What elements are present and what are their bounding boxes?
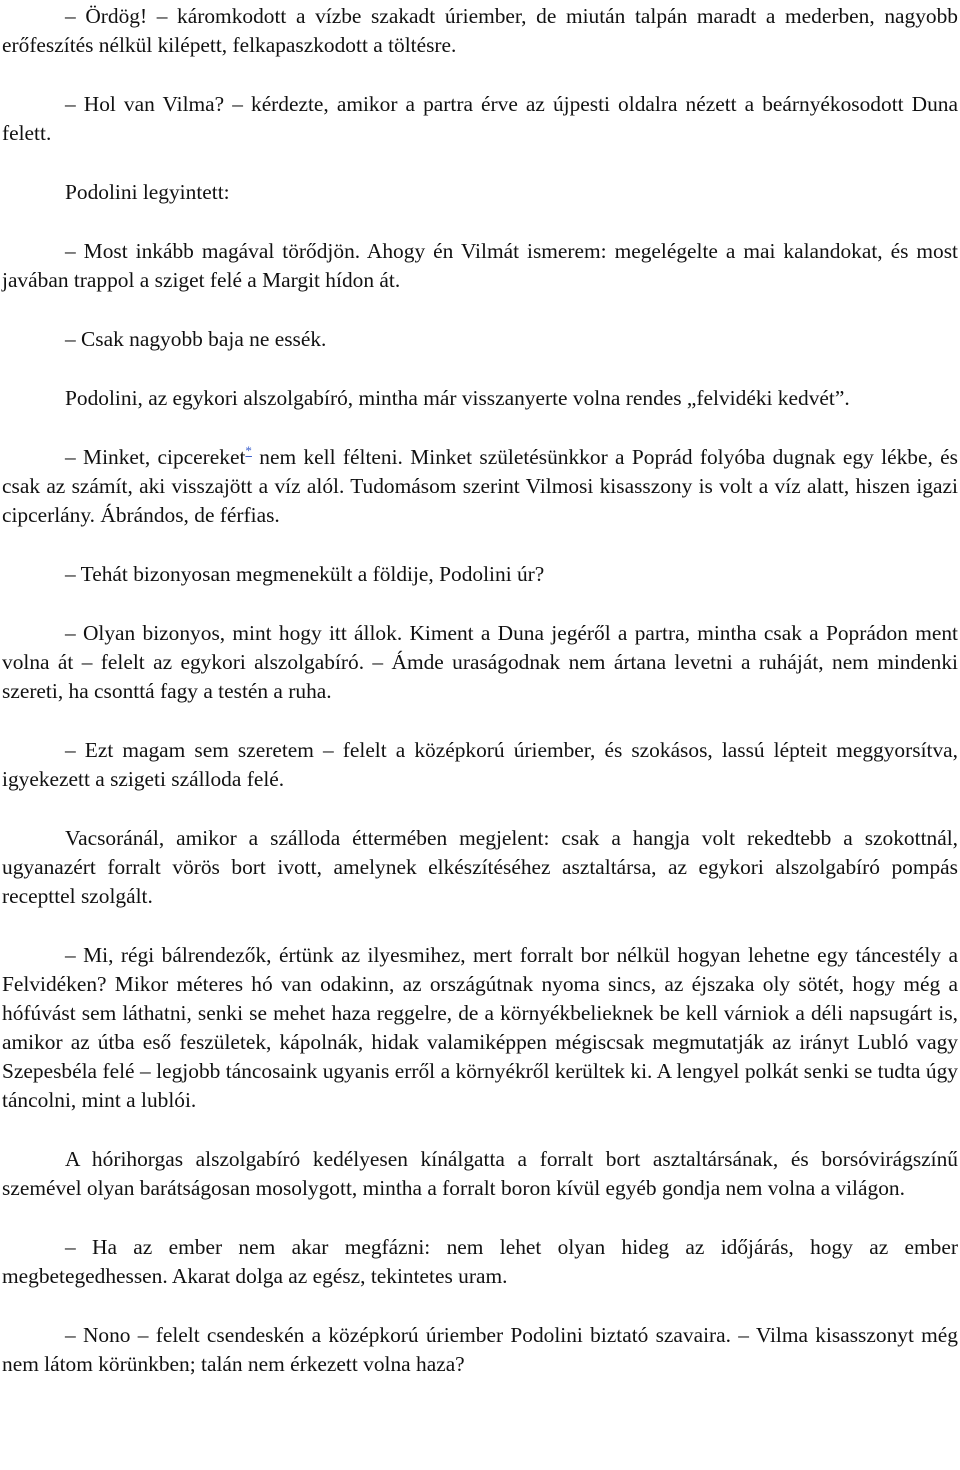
paragraph-14: – Ha az ember nem akar megfázni: nem lehet olyan hideg az időjárás, hogy az ember megbetegedhessen. Akarat dolga az egész, tekintetes uram.: [2, 1235, 958, 1288]
paragraph-12: – Mi, régi bálrendezők, értünk az ilyesmihez, mert forralt bor nélkül hogyan lehetne egy táncestély a Felvidéken? Mikor méteres hó van odakinn, az országútnak nyoma sincs, az éjszaka oly sötét, hogy még a hófúvást sem láthatni, senki se mehet haza reggelre, de a környékbelieknek be kell várniok a déli napsugárt is, amikor az útba eső feszületek, kápolnák, hidak valamiképpen mégiscsak megmutatják az irányt Lubló vagy Szepesbéla felé – legjobb táncosaink ugyanis erről a környékről kerültek ki. A lengyel polkát senki se tudta úgy táncolni, mint a lublói.: [2, 943, 958, 1112]
paragraph-11: Vacsoránál, amikor a szálloda éttermében megjelent: csak a hangja volt rekedtebb a szokottnál, ugyanazért forralt vörös bort ivott, amelynek elkészítéséhez asztaltársa, az egykori alszolgabíró pompás recepttel szolgált.: [2, 826, 958, 908]
paragraph-4: – Most inkább magával törődjön. Ahogy én Vilmát ismerem: megelégelte a mai kalandokat, és most javában trappol a sziget felé a Margit hídon át.: [2, 239, 958, 292]
paragraph-7-text-start: – Minket, cipcereket: [65, 445, 246, 469]
paragraph-1: – Ördög! – káromkodott a vízbe szakadt úriember, de miután talpán maradt a mederben, nagyobb erőfeszítés nélkül kilépett, felkapaszkodott a töltésre.: [2, 4, 958, 57]
paragraph-7-text-end: nem kell félteni. Minket születésünkkor a Poprád folyóba dugnak egy lékbe, és csak az számít, aki visszajött a víz alól. Tudomásom szerint Vilmosi kisasszony is volt a víz alatt, hiszen igazi cipcerlány. Ábrándos, de férfias.: [2, 445, 958, 527]
footnote-link[interactable]: *: [245, 443, 252, 458]
paragraph-6: Podolini, az egykori alszolgabíró, mintha már visszanyerte volna rendes „felvidéki kedvét”.: [65, 386, 850, 410]
paragraph-9: – Olyan bizonyos, mint hogy itt állok. Kiment a Duna jegéről a partra, mintha csak a Poprádon ment volna át – felelt az egykori alszolgabíró. – Ámde uraságodnak nem ártana levetni a ruháját, nem mindenki szereti, ha csonttá fagy a testén a ruha.: [2, 621, 958, 703]
paragraph-10: – Ezt magam sem szeretem – felelt a középkorú úriember, és szokásos, lassú lépteit meggyorsítva, igyekezett a szigeti szálloda felé.: [2, 738, 958, 791]
paragraph-13: A hórihorgas alszolgabíró kedélyesen kínálgatta a forralt bort asztaltársának, és borsóvirágszínű szemével olyan barátságosan mosolygott, mintha a forralt boron kívül egyéb gondja nem volna a világon.: [2, 1147, 958, 1200]
paragraph-5: – Csak nagyobb baja ne essék.: [65, 327, 327, 351]
paragraph-15: – Nono – felelt csendeskén a középkorú úriember Podolini biztató szavaira. – Vilma kisasszonyt még nem látom körünkben; talán nem érkezett volna haza?: [2, 1323, 958, 1376]
paragraph-2: – Hol van Vilma? – kérdezte, amikor a partra érve az újpesti oldalra nézett a beárnyékosodott Duna felett.: [2, 92, 958, 145]
paragraph-3: Podolini legyintett:: [65, 180, 230, 204]
paragraph-8: – Tehát bizonyosan megmenekült a földije, Podolini úr?: [65, 562, 545, 586]
paragraph-7: [2, 443, 958, 530]
